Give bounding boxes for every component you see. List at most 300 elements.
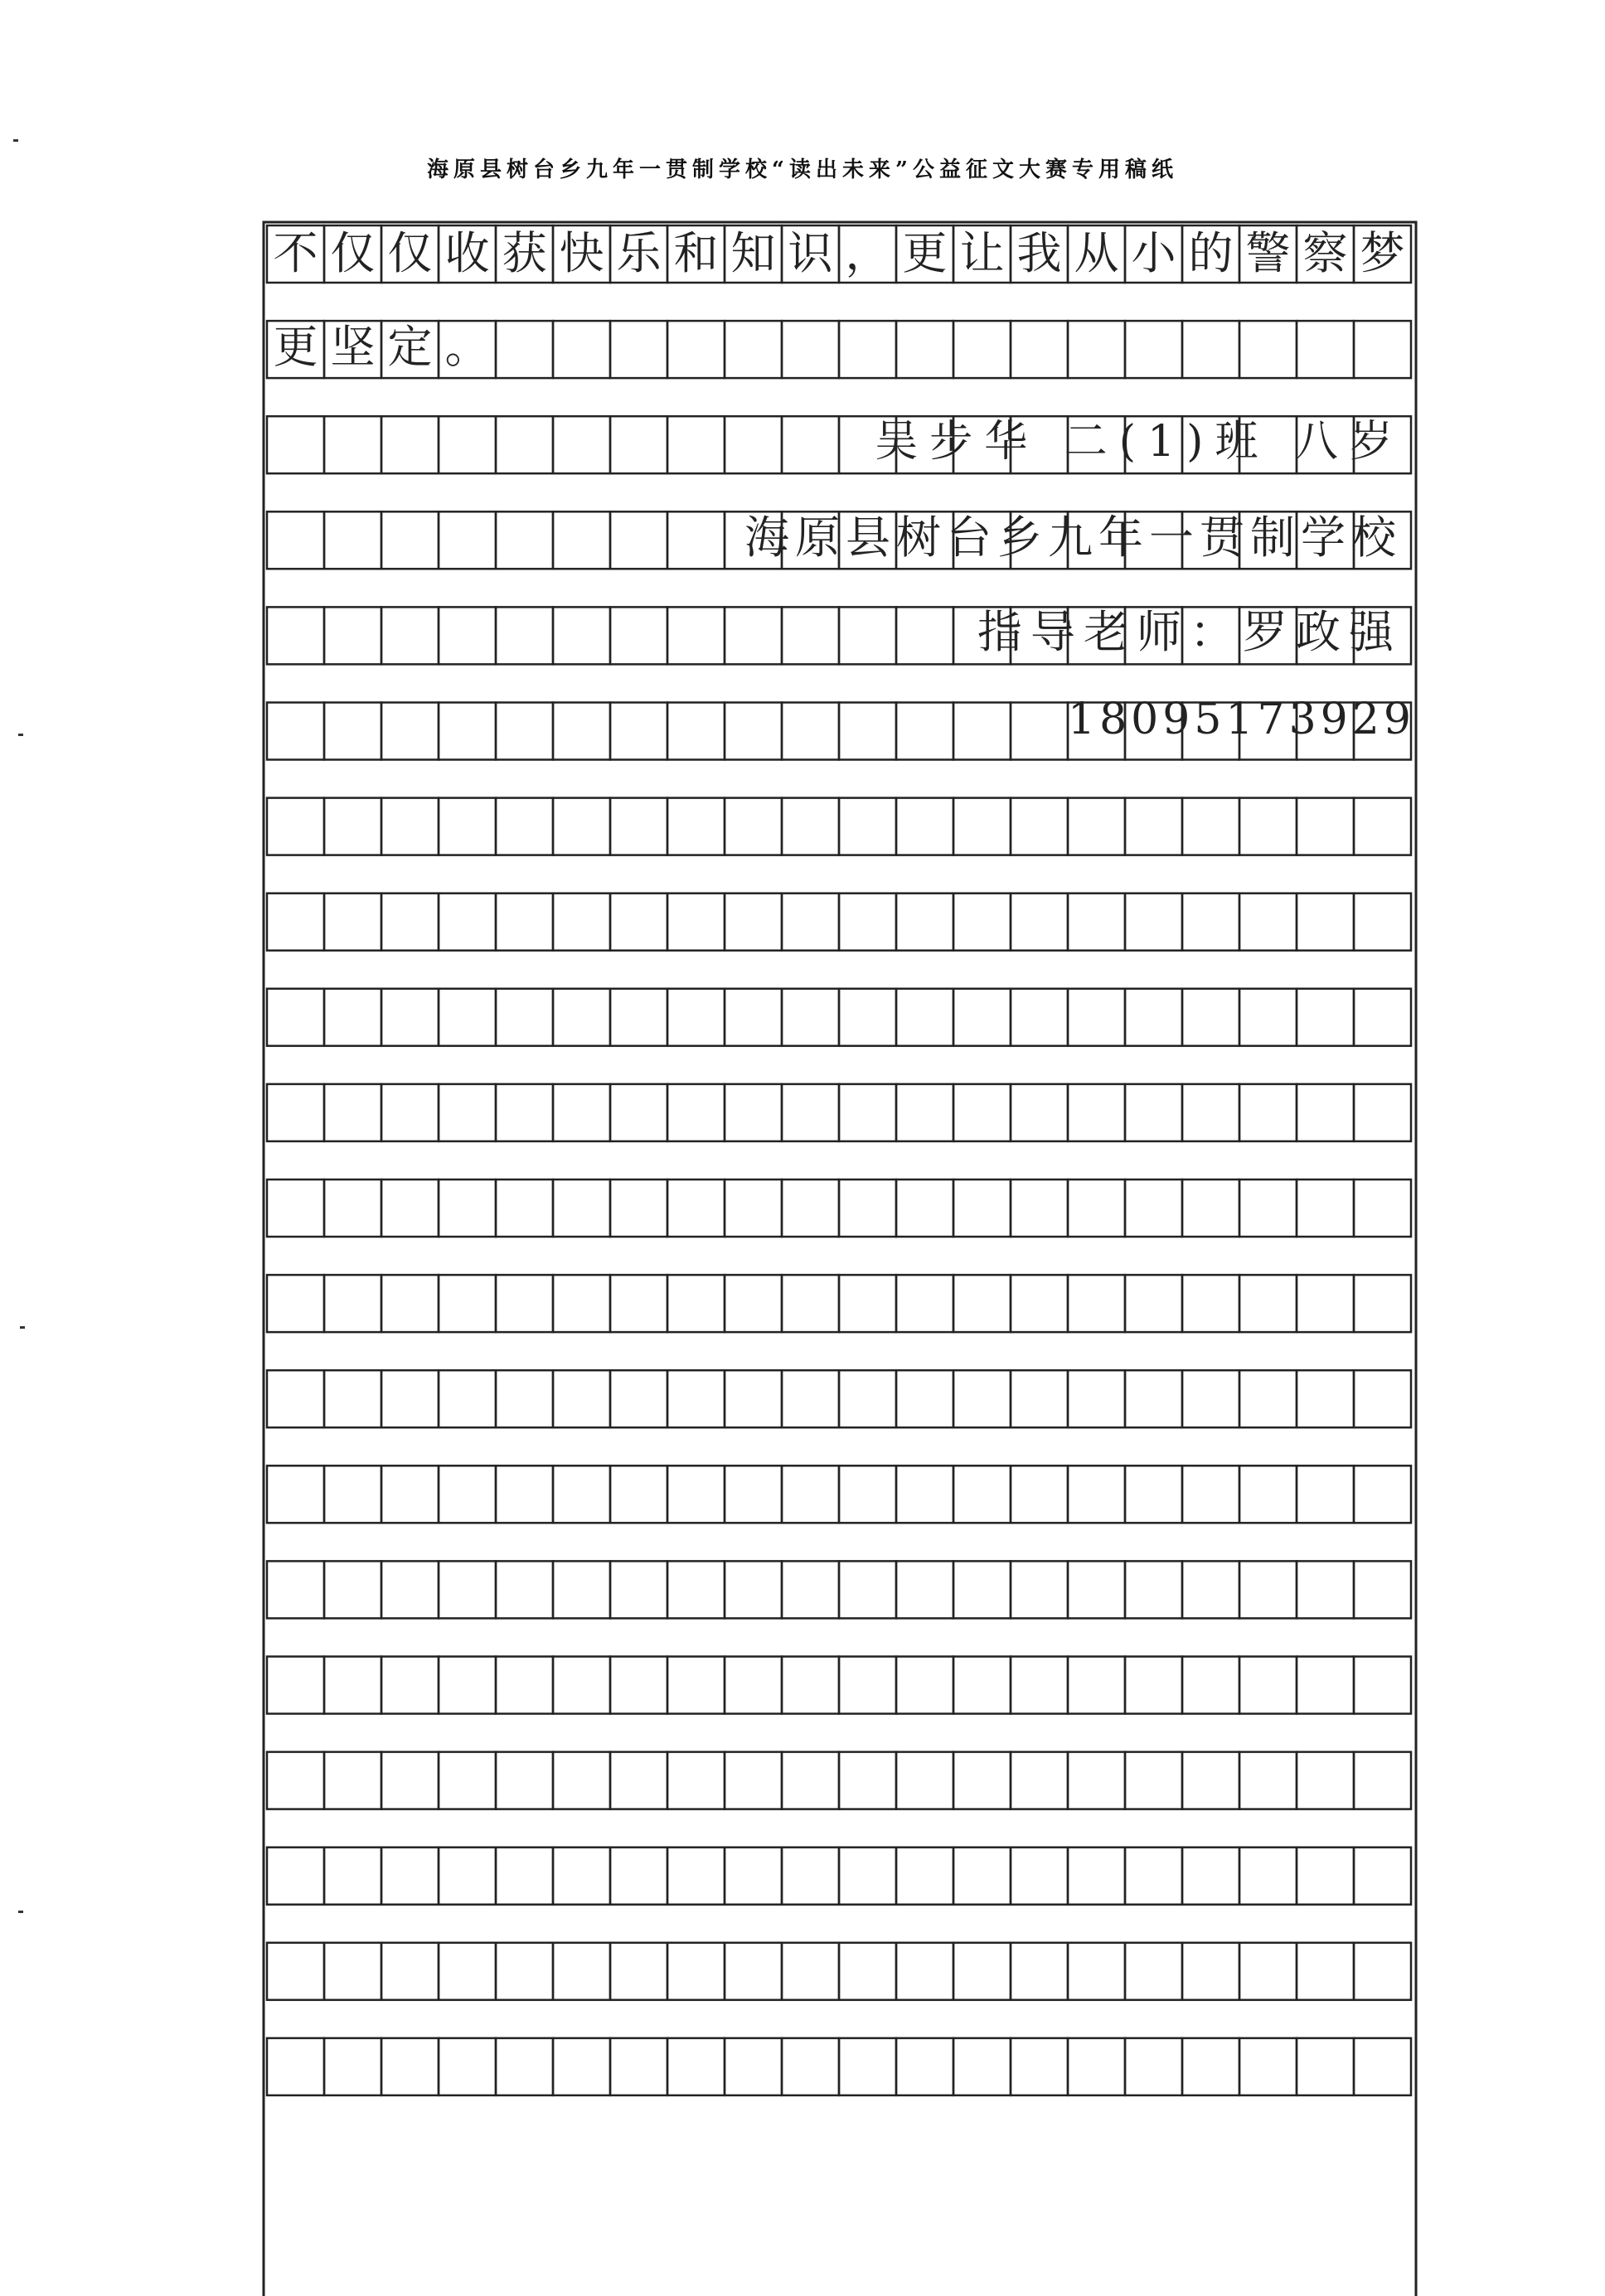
grid-cell [782, 2038, 839, 2095]
grid-cell [439, 1084, 496, 1141]
grid-cell [953, 989, 1011, 1046]
grid-cell [496, 1943, 553, 2000]
essay-character: 乐 [616, 227, 662, 279]
grid-cell [782, 1848, 839, 1905]
grid-cell [496, 1848, 553, 1905]
grid-cell [667, 703, 725, 760]
grid-cell [1239, 894, 1297, 951]
grid-cell [667, 1179, 725, 1237]
grid-cell [1011, 894, 1068, 951]
grid-cell [553, 1084, 610, 1141]
grid-cell [1011, 1943, 1068, 2000]
grid-cell [896, 1084, 953, 1141]
grid-cell [1011, 1370, 1068, 1427]
grid-cell [1239, 1370, 1297, 1427]
phone-line: 18095173929 [1068, 695, 1415, 744]
grid-cell [782, 1561, 839, 1618]
grid-cell [1125, 1370, 1182, 1427]
grid-cell [782, 798, 839, 855]
grid-cell [496, 1275, 553, 1332]
grid-cell [953, 894, 1011, 951]
grid-cell [1239, 1561, 1297, 1618]
grid-cell [1182, 1084, 1239, 1141]
grid-cell [610, 2038, 667, 2095]
grid-cell [896, 989, 953, 1046]
essay-character: 不 [273, 227, 318, 279]
grid-cell [1239, 1084, 1297, 1141]
grid-cell [1068, 2038, 1125, 2095]
page-title: 海原县树台乡九年一贯制学校“读出未来”公益征文大赛专用稿纸 [427, 157, 1178, 182]
grid-cell [839, 894, 896, 951]
grid-cell [324, 607, 381, 664]
grid-cell [381, 1848, 439, 1905]
grid-cell [1125, 1752, 1182, 1809]
grid-cell [953, 1561, 1011, 1618]
grid-cell [553, 2038, 610, 2095]
grid-cell [439, 1561, 496, 1618]
grid-cell [1011, 1179, 1068, 1237]
grid-cell [1182, 1752, 1239, 1809]
grid-cell [896, 1943, 953, 2000]
grid-cell [267, 894, 324, 951]
grid-cell [896, 321, 953, 378]
grid-cell [267, 989, 324, 1046]
grid-cell [553, 1561, 610, 1618]
grid-cell [610, 1179, 667, 1237]
essay-character: 识 [788, 227, 833, 279]
grid-cell [725, 416, 782, 473]
grid-row [267, 798, 1411, 855]
grid-cell [782, 894, 839, 951]
grid-cell [324, 1943, 381, 2000]
grid-cell [1297, 1561, 1354, 1618]
essay-character: 。 [444, 321, 490, 373]
grid-cell [953, 798, 1011, 855]
grid-cell [439, 1275, 496, 1332]
grid-cell [1297, 798, 1354, 855]
grid-cell [553, 1848, 610, 1905]
grid-cell [324, 2038, 381, 2095]
grid-cell [1354, 1275, 1411, 1332]
grid-cell [1354, 1561, 1411, 1618]
grid-cell [381, 416, 439, 473]
grid-cell [324, 1179, 381, 1237]
grid-cell [1011, 1561, 1068, 1618]
grid-cell [381, 703, 439, 760]
grid-cell [324, 798, 381, 855]
essay-character: 获 [502, 227, 547, 279]
grid-cell [839, 1561, 896, 1618]
grid-cell [1182, 1370, 1239, 1427]
grid-cell [553, 607, 610, 664]
grid-cell [667, 511, 725, 569]
grid-cell [267, 1848, 324, 1905]
grid-cell [953, 1275, 1011, 1332]
grid-cell [896, 1657, 953, 1714]
grid-cell [1068, 1084, 1125, 1141]
grid-cell [839, 607, 896, 664]
essay-character: 坚 [330, 321, 376, 373]
grid-cell [439, 798, 496, 855]
essay-character: 快 [559, 227, 604, 279]
grid-cell [496, 416, 553, 473]
grid-cell [324, 1465, 381, 1523]
grid-cell [267, 511, 324, 569]
grid-cell [1068, 1752, 1125, 1809]
grid-cell [667, 607, 725, 664]
grid-cell [1239, 1943, 1297, 2000]
grid-cell [896, 1465, 953, 1523]
grid-cell [610, 989, 667, 1046]
grid-cell [667, 1657, 725, 1714]
grid-cell [553, 1657, 610, 1714]
grid-cell [324, 1370, 381, 1427]
grid-cell [610, 416, 667, 473]
grid-cell [267, 1561, 324, 1618]
grid-cell [553, 1943, 610, 2000]
grid-cell [610, 798, 667, 855]
essay-character: 察 [1302, 227, 1348, 279]
grid-row [267, 1179, 1411, 1237]
grid-cell [324, 1275, 381, 1332]
essay-character: 更 [902, 227, 948, 279]
grid-cell [610, 1465, 667, 1523]
grid-row [267, 1752, 1411, 1809]
grid-cell [439, 1752, 496, 1809]
grid-cell [953, 1752, 1011, 1809]
grid-cell [953, 321, 1011, 378]
grid-cell [1011, 2038, 1068, 2095]
grid-cell [1011, 798, 1068, 855]
grid-cell [381, 1561, 439, 1618]
grid-cell [1297, 1943, 1354, 2000]
grid-cell [953, 1084, 1011, 1141]
grid-cell [667, 1370, 725, 1427]
grid-cell [267, 1465, 324, 1523]
essay-character: 小 [1131, 227, 1176, 279]
grid-cell [553, 1179, 610, 1237]
grid-cell [1239, 1752, 1297, 1809]
grid-cell [839, 1657, 896, 1714]
grid-cell [1297, 989, 1354, 1046]
grid-cell [1125, 1657, 1182, 1714]
grid-cell [553, 1752, 610, 1809]
grid-cell [839, 1752, 896, 1809]
grid-cell [1125, 1561, 1182, 1618]
grid-cell [667, 1561, 725, 1618]
grid-cell [1297, 1848, 1354, 1905]
grid-cell [381, 989, 439, 1046]
grid-cell [553, 1275, 610, 1332]
grid-cell [1182, 989, 1239, 1046]
grid-cell [1239, 1179, 1297, 1237]
grid-cell [1125, 894, 1182, 951]
essay-character: 的 [1188, 227, 1234, 279]
essay-character: 仅 [330, 227, 376, 279]
grid-cell [553, 1370, 610, 1427]
grid-cell [896, 1179, 953, 1237]
grid-cell [1125, 1179, 1182, 1237]
grid-cell [1125, 1084, 1182, 1141]
grid-cell [610, 511, 667, 569]
grid-cell [1068, 989, 1125, 1046]
grid-cell [553, 321, 610, 378]
grid-cell [1354, 2038, 1411, 2095]
grid-cell [782, 703, 839, 760]
grid-cell [324, 1752, 381, 1809]
grid-cell [496, 321, 553, 378]
scan-mark [18, 734, 23, 736]
grid-cell [896, 1275, 953, 1332]
grid-cell [839, 1465, 896, 1523]
grid-cell [496, 607, 553, 664]
grid-cell [1239, 1848, 1297, 1905]
grid-cell [267, 798, 324, 855]
grid-cell [839, 321, 896, 378]
grid-cell [896, 1561, 953, 1618]
teacher-line: 指导老师：罗政强 [977, 606, 1402, 658]
grid-row [267, 1084, 1411, 1141]
school-line: 海原县树台乡九年一贯制学校 [744, 511, 1402, 564]
grid-cell [1182, 1848, 1239, 1905]
grid-cell [1239, 321, 1297, 378]
grid-cell [953, 1179, 1011, 1237]
essay-character: 定 [387, 321, 433, 373]
grid-cell [953, 1848, 1011, 1905]
grid-cell [1239, 989, 1297, 1046]
grid-cell [610, 703, 667, 760]
grid-cell [725, 1561, 782, 1618]
scan-mark [18, 1911, 23, 1913]
grid-cell [1297, 1657, 1354, 1714]
grid-cell [324, 989, 381, 1046]
grid-cell [782, 607, 839, 664]
grid-cell [782, 1657, 839, 1714]
grid-cell [1068, 1848, 1125, 1905]
grid-cell [1354, 1657, 1411, 1714]
grid-cell [1182, 1465, 1239, 1523]
grid-cell [381, 1465, 439, 1523]
grid-cell [1354, 1179, 1411, 1237]
grid-cell [439, 1943, 496, 2000]
grid-cell [496, 511, 553, 569]
grid-cell [1239, 2038, 1297, 2095]
essay-character: 仅 [387, 227, 433, 279]
grid-cell [553, 1465, 610, 1523]
grid-cell [1182, 798, 1239, 855]
grid-cell [1239, 1657, 1297, 1714]
grid-cell [610, 321, 667, 378]
grid-cell [324, 416, 381, 473]
grid-cell [610, 1275, 667, 1332]
grid-row [267, 1848, 1411, 1905]
grid-cell [667, 1752, 725, 1809]
grid-cell [439, 703, 496, 760]
essay-character: 梦 [1360, 227, 1405, 279]
grid-cell [1297, 1752, 1354, 1809]
grid-cell [381, 2038, 439, 2095]
grid-cell [1182, 1179, 1239, 1237]
scan-mark [20, 1326, 25, 1329]
grid-cell [1125, 989, 1182, 1046]
grid-cell [553, 989, 610, 1046]
grid-cell [725, 703, 782, 760]
grid-cell [610, 894, 667, 951]
grid-cell [1297, 894, 1354, 951]
grid-cell [267, 1084, 324, 1141]
grid-cell [839, 989, 896, 1046]
grid-cell [1068, 1465, 1125, 1523]
grid-row [267, 894, 1411, 951]
grid-cell [953, 703, 1011, 760]
grid-cell [496, 1752, 553, 1809]
grid-cell [896, 894, 953, 951]
grid-cell [496, 1561, 553, 1618]
grid-cell [553, 894, 610, 951]
grid-cell [1297, 2038, 1354, 2095]
grid-row [267, 225, 1411, 283]
grid-cell [1068, 1370, 1125, 1427]
grid-cell [667, 321, 725, 378]
grid-cell [381, 607, 439, 664]
grid-cell [267, 1179, 324, 1237]
grid-cell [725, 1275, 782, 1332]
grid-cell [782, 1084, 839, 1141]
grid-row [267, 1275, 1411, 1332]
grid-cell [1011, 1848, 1068, 1905]
grid-cell [896, 798, 953, 855]
grid-cell [782, 1752, 839, 1809]
grid-cell [1354, 1465, 1411, 1523]
grid-cell [725, 607, 782, 664]
grid-cell [1297, 1465, 1354, 1523]
grid-cell [896, 1370, 953, 1427]
grid-cell [496, 1465, 553, 1523]
grid-cell [1182, 1561, 1239, 1618]
grid-cell [725, 798, 782, 855]
grid-cell [1011, 1465, 1068, 1523]
essay-character: ， [845, 227, 890, 279]
grid-cell [439, 607, 496, 664]
grid-cell [725, 894, 782, 951]
grid-cell [725, 989, 782, 1046]
grid-cell [1182, 1275, 1239, 1332]
grid-cell [324, 703, 381, 760]
essay-character: 警 [1245, 227, 1291, 279]
grid-cell [839, 1084, 896, 1141]
grid-cell [839, 1370, 896, 1427]
grid-cell [1068, 1657, 1125, 1714]
grid-cell [725, 1657, 782, 1714]
grid-cell [439, 1848, 496, 1905]
grid-cell [667, 1275, 725, 1332]
grid-cell [1354, 1752, 1411, 1809]
grid-cell [1354, 894, 1411, 951]
grid-cell [267, 1275, 324, 1332]
grid-cell [896, 607, 953, 664]
grid-cell [667, 1848, 725, 1905]
grid-cell [782, 321, 839, 378]
grid-cell [496, 2038, 553, 2095]
grid-cell [782, 1943, 839, 2000]
grid-cell [1297, 1084, 1354, 1141]
essay-character: 和 [673, 227, 719, 279]
grid-cell [1182, 1943, 1239, 2000]
grid-row [267, 1943, 1411, 2000]
grid-cell [667, 1084, 725, 1141]
grid-cell [267, 703, 324, 760]
grid-row [267, 1561, 1411, 1618]
grid-cell [610, 1752, 667, 1809]
grid-cell [725, 1179, 782, 1237]
grid-cell [553, 703, 610, 760]
grid-cell [439, 1179, 496, 1237]
grid-cell [1011, 989, 1068, 1046]
grid-cell [610, 1084, 667, 1141]
grid-cell [725, 1084, 782, 1141]
grid-cell [267, 1752, 324, 1809]
grid-cell [381, 1657, 439, 1714]
grid-cell [1068, 1275, 1125, 1332]
grid-cell [324, 511, 381, 569]
essay-character: 更 [273, 321, 318, 373]
grid-cell [839, 798, 896, 855]
grid-cell [896, 1752, 953, 1809]
grid-cell [496, 1084, 553, 1141]
grid-cell [324, 894, 381, 951]
grid-cell [782, 989, 839, 1046]
grid-cell [267, 416, 324, 473]
grid-cell [782, 416, 839, 473]
grid-cell [1011, 1084, 1068, 1141]
grid-cell [782, 1465, 839, 1523]
grid-cell [839, 1848, 896, 1905]
grid-cell [439, 1465, 496, 1523]
grid-cell [610, 607, 667, 664]
grid-cell [896, 2038, 953, 2095]
grid-cell [381, 511, 439, 569]
grid-cell [953, 1370, 1011, 1427]
grid-cell [439, 894, 496, 951]
grid-cell [439, 2038, 496, 2095]
grid-cell [782, 1179, 839, 1237]
grid-cell [439, 416, 496, 473]
grid-cell [1354, 321, 1411, 378]
grid-cell [1125, 1943, 1182, 2000]
grid-cell [496, 798, 553, 855]
grid-cell [1182, 2038, 1239, 2095]
grid-cell [1297, 321, 1354, 378]
grid-cell [1011, 1752, 1068, 1809]
grid-cell [439, 989, 496, 1046]
grid-cell [782, 1370, 839, 1427]
grid-cell [1354, 1848, 1411, 1905]
essay-character: 知 [730, 227, 776, 279]
grid-row [267, 1465, 1411, 1523]
grid-cell [1297, 1179, 1354, 1237]
grid-cell [667, 416, 725, 473]
grid-cell [667, 894, 725, 951]
grid-cell [839, 1275, 896, 1332]
grid-row [267, 321, 1411, 378]
grid-cell [1125, 798, 1182, 855]
grid-cell [667, 2038, 725, 2095]
grid-cell [381, 1752, 439, 1809]
grid-cell [667, 1943, 725, 2000]
grid-cell [496, 1657, 553, 1714]
grid-cell [553, 798, 610, 855]
grid-cell [1354, 1943, 1411, 2000]
